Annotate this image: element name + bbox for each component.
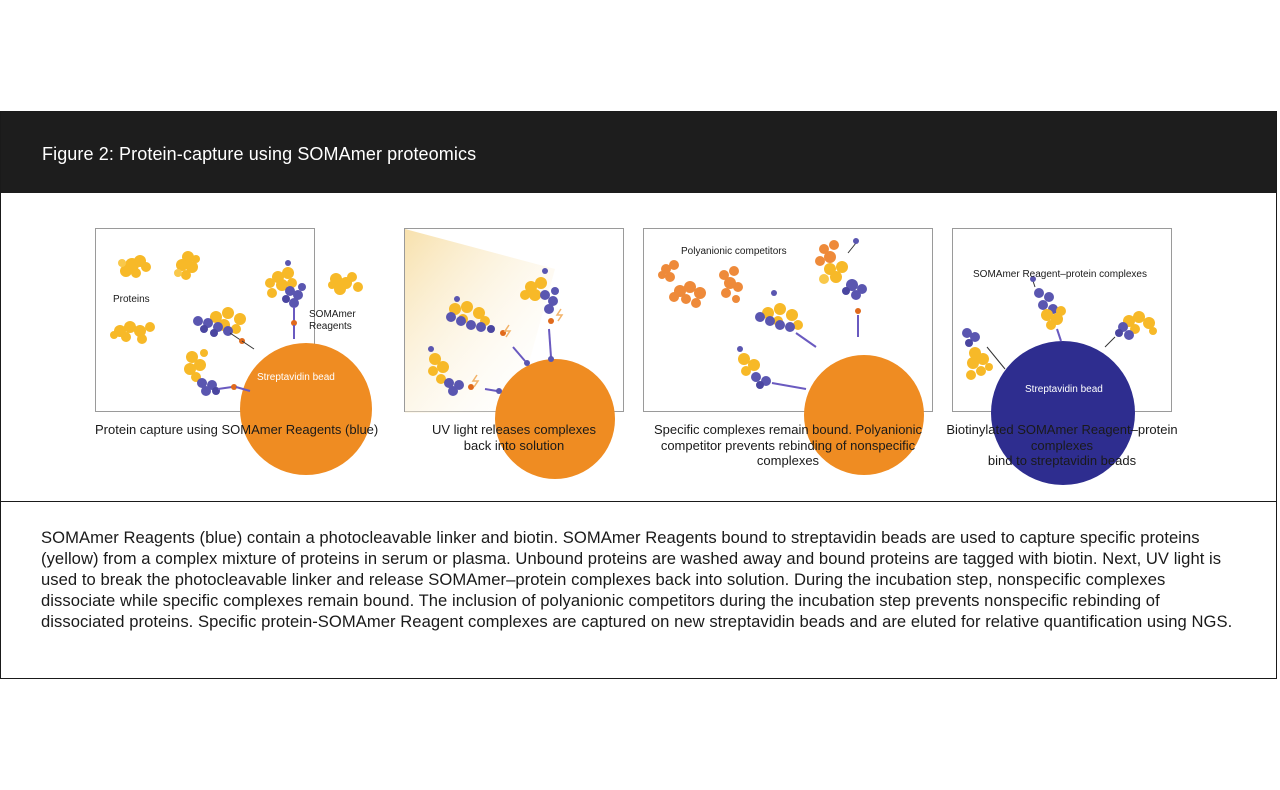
protein-capture-illustration (96, 229, 316, 413)
figure-card (0, 111, 1277, 679)
proteins-label: Proteins (113, 294, 150, 305)
bound-complex-2 (842, 279, 867, 337)
panel-protein-capture (95, 228, 356, 412)
polyanionic-competitors-label: Polyanionic competitors (681, 246, 787, 257)
streptavidin-bead-label: Streptavidin bead (1025, 384, 1103, 395)
bound-complex-3 (184, 349, 250, 396)
complex-right (1105, 311, 1157, 347)
streptavidin-bead-label: Streptavidin bead (257, 372, 335, 383)
somamer-label-line2: Reagents (309, 321, 352, 332)
bound-complex-1 (193, 307, 254, 349)
panel-4-caption-line1: Biotinylated SOMAmer Reagent–protein (946, 422, 1178, 437)
figure-description: SOMAmer Reagents (blue) contain a photocleavable linker and biotin. SOMAmer Reagents bound to streptavidin beads are used to capture specific proteins (yellow) from a complex mixture of proteins in serum or plasma. Unbound proteins are washed away and bound proteins are tagged with biotin. Next, UV light is used to break the photocleavable linker and release SOMAmer–protein complexes back into solution. During the incubation step, nonspecific complexes dissociate while specific complexes remain bound. The inclusion of polyanionic competitors during the incubation step prevents nonspecific rebinding of dissociated proteins. Specific protein-SOMAmer Reagent complexes are captured on new streptavidin beads and are eluted for relative quantification using NGS. (41, 528, 1233, 631)
panel-2-caption (404, 422, 624, 453)
bound-complex-1 (755, 290, 816, 347)
bound-complex-3 (737, 346, 806, 389)
panel-recapture (952, 228, 1172, 412)
panel-3-caption-line1: Specific complexes remain bound. Polyanionic (653, 422, 923, 437)
panel-4-caption (932, 422, 1192, 469)
section-divider (1, 501, 1276, 502)
somamer-reagents-label (309, 309, 356, 333)
complex-left (962, 328, 1005, 380)
somamer-complexes-label: SOMAmer Reagent–protein complexes (973, 269, 1147, 280)
panel-3-caption (638, 422, 938, 469)
panel-2-caption-line2: back into solution (463, 437, 565, 453)
streptavidin-bead (240, 343, 372, 475)
panel-3-caption-line2: competitor prevents rebinding of nonspecific (660, 437, 916, 453)
panel-4-caption-line3: bind to streptavidin beads (987, 453, 1137, 468)
uv-release-illustration (405, 229, 625, 413)
complex-top (1030, 276, 1066, 341)
panel-uv-release (404, 228, 624, 412)
streptavidin-bead (495, 359, 615, 479)
panel-3-caption-line3: complexes (756, 453, 820, 468)
somamer-label-line1: SOMAmer (309, 309, 356, 320)
panel-incubation (643, 228, 933, 412)
bound-complex-2 (265, 260, 306, 339)
figure-header (1, 112, 1276, 193)
panel-4-caption-line2: complexes (1030, 437, 1094, 453)
panel-2-caption-line1: UV light releases complexes (431, 422, 597, 437)
panel-1-caption: Protein capture using SOMAmer Reagents (blue) (95, 422, 379, 437)
figure-title: Figure 2: Protein-capture using SOMAmer proteomics (42, 144, 477, 164)
